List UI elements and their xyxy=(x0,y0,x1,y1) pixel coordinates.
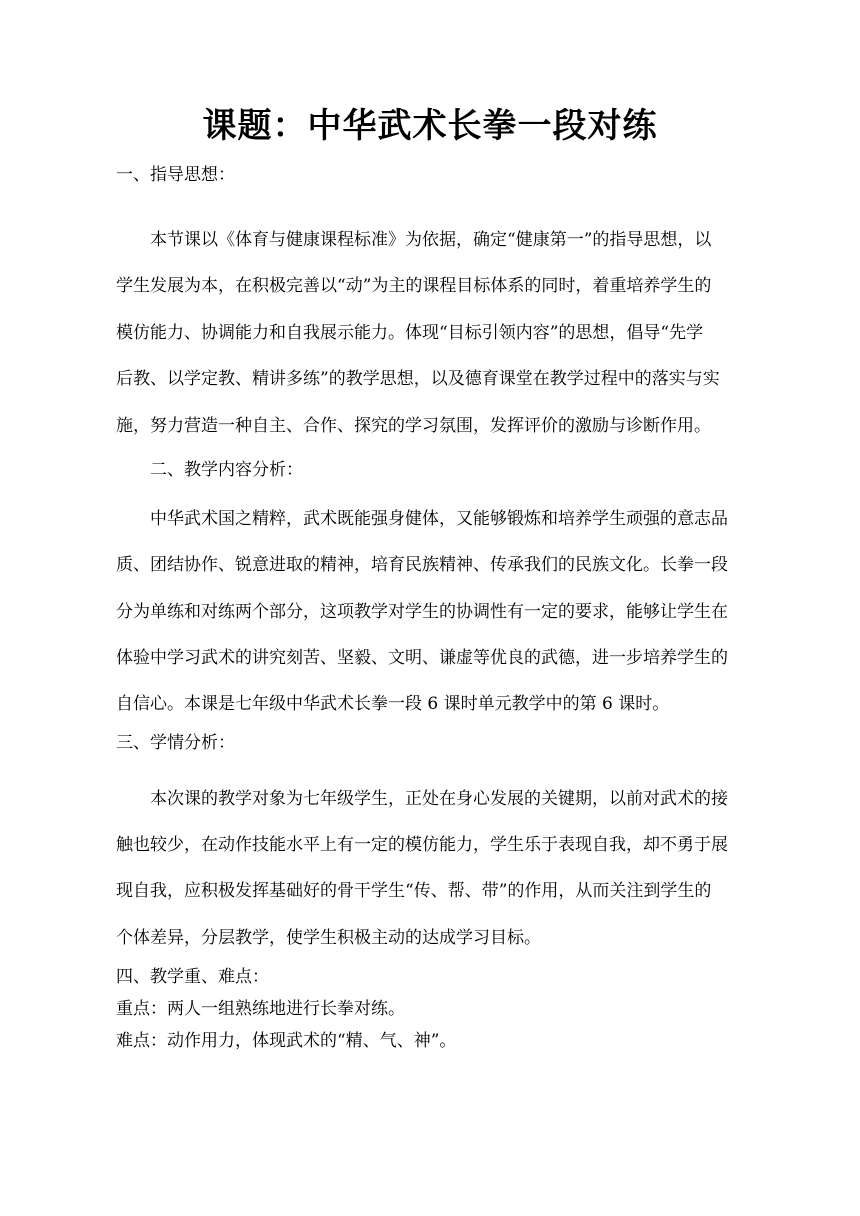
section-body-guiding-ideology xyxy=(116,225,744,250)
section-heading-content-analysis: 二、教学内容分析： xyxy=(150,460,303,480)
paragraph-line: 中华武术国之精粹，武术既能强身健体，又能够锻炼和培养学生顽强的意志品 xyxy=(150,509,728,529)
paragraph-line: 个体差异，分层教学，使学生积极主动的达成学习目标。 xyxy=(116,928,541,948)
key-point-line: 重点：两人一组熟练地进行长拳对练。 xyxy=(116,999,405,1019)
paragraph-line: 学生发展为本，在积极完善以“动”为主的课程目标体系的同时，着重培养学生的 xyxy=(116,276,712,296)
paragraph-line: 现自我，应积极发挥基础好的骨干学生“传、帮、带”的作用，从而关注到学生的 xyxy=(116,881,712,901)
difficult-point-line: 难点：动作用力，体现武术的“精、气、神”。 xyxy=(116,1031,457,1051)
section-heading-student-analysis: 三、学情分析： xyxy=(116,733,235,753)
paragraph-line: 触也较少，在动作技能水平上有一定的模仿能力，学生乐于表现自我，却不勇于展 xyxy=(116,835,728,855)
paragraph-line: 本次课的教学对象为七年级学生，正处在身心发展的关键期，以前对武术的接 xyxy=(150,789,728,809)
paragraph-line: 后教、以学定教、精讲多练”的教学思想，以及德育课堂在教学过程中的落实与实 xyxy=(116,369,720,389)
paragraph-line: 本节课以《体育与健康课程标准》为依据，确定“健康第一”的指导思想，以 xyxy=(150,230,712,250)
paragraph-line: 分为单练和对练两个部分，这项教学对学生的协调性有一定的要求，能够让学生在 xyxy=(116,602,728,622)
section-heading-key-difficult-points: 四、教学重、难点： xyxy=(116,967,269,987)
document-title: 课题：中华武术长拳一段对练 xyxy=(202,106,658,146)
paragraph-line: 质、团结协作、锐意进取的精神，培育民族精神、传承我们的民族文化。长拳一段 xyxy=(116,555,728,575)
section-heading-guiding-ideology: 一、指导思想： xyxy=(116,165,235,185)
paragraph-line: 施，努力营造一种自主、合作、探究的学习氛围，发挥评价的激励与诊断作用。 xyxy=(116,416,711,436)
paragraph-line: 体验中学习武术的讲究刻苦、坚毅、文明、谦虚等优良的武德，进一步培养学生的 xyxy=(116,648,728,668)
paragraph-line: 自信心。本课是七年级中华武术长拳一段 6 课时单元教学中的第 6 课时。 xyxy=(116,694,670,714)
paragraph-line: 模仿能力、协调能力和自我展示能力。体现“目标引领内容”的思想，倡导“先学 xyxy=(116,323,704,343)
